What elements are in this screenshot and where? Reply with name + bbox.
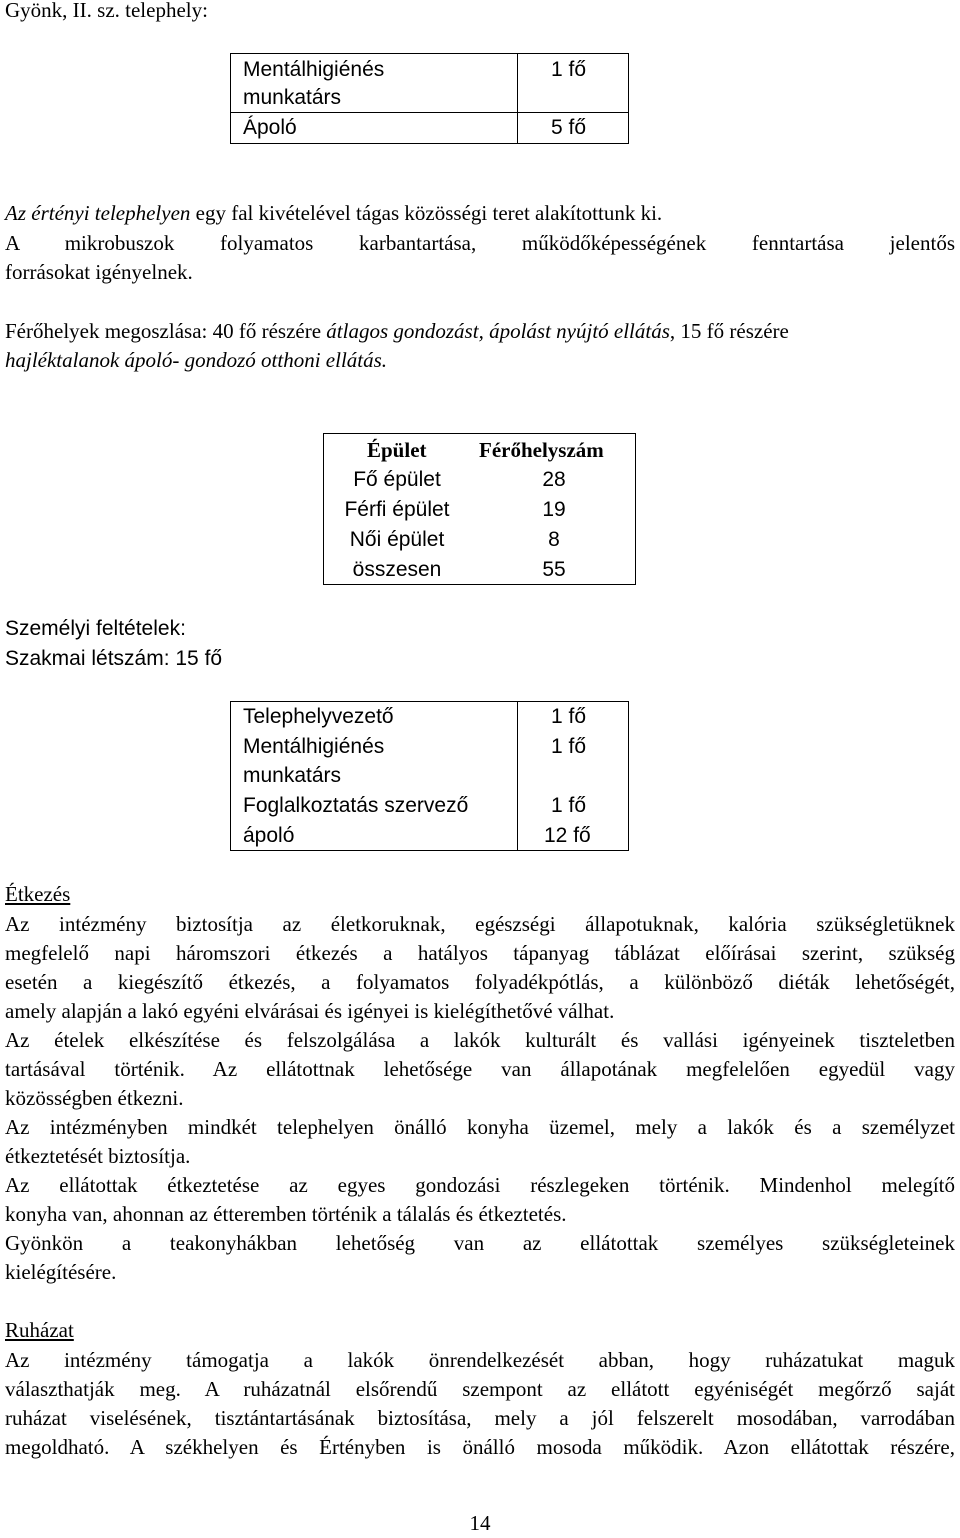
etkezes-line: Az intézményben mindkét telephelyen önálló konyha üzemel, mely a lakók és a személyzet xyxy=(5,1115,955,1139)
ferohely-line-2: hajléktalanok ápoló- gondozó otthoni ellátás. xyxy=(5,348,388,372)
etkezes-line: Gyönkön a teakonyhákban lehetőség van az ellátottak személyes szükségleteinek xyxy=(5,1231,955,1255)
ruhazat-line: választhatják meg. A ruházatnál elsőrendű szempont az ellátott egyéniségét megőrző saját xyxy=(5,1377,955,1401)
header-epulet: Épület xyxy=(367,438,427,462)
role-mental-line1: Mentálhigiénés xyxy=(243,58,385,81)
etkezes-line: közösségben étkezni. xyxy=(5,1086,184,1110)
site-heading: Gyönk, II. sz. telephely: xyxy=(5,0,208,22)
building-capacity: 19 xyxy=(542,498,566,521)
building-name: Fő épület xyxy=(353,468,441,491)
role-mental-line2: munkatárs xyxy=(243,86,342,109)
building-capacity: 28 xyxy=(542,468,566,491)
building-capacity: 8 xyxy=(548,528,560,551)
personal-title: Személyi feltételek: xyxy=(5,617,186,640)
role-apolo: Ápoló xyxy=(243,116,297,139)
building-total-value: 55 xyxy=(542,558,566,581)
page-number: 14 xyxy=(469,1511,491,1535)
role-apolo: ápoló xyxy=(243,824,295,847)
building-name: Férfi épület xyxy=(344,498,450,521)
building-total-label: összesen xyxy=(352,558,442,581)
ruhazat-heading: Ruházat xyxy=(5,1318,74,1342)
role-mental-line2: munkatárs xyxy=(243,764,342,787)
staff-count: Szakmai létszám: 15 fő xyxy=(5,647,223,670)
etkezes-line: Az ételek elkészítése és felszolgálása a lakók kulturált és vallási igényeinek tiszteletben xyxy=(5,1028,955,1052)
count-apolo: 12 fő xyxy=(544,824,591,847)
count-foglalkoztatas: 1 fő xyxy=(551,794,587,817)
role-telephelyvezeto: Telephelyvezető xyxy=(243,705,394,728)
etkezes-line: kielégítésére. xyxy=(5,1260,117,1284)
etkezes-heading: Étkezés xyxy=(5,882,71,906)
ferohely-line-1: Férőhelyek megoszlása: 40 fő részére átlagos gondozást, ápolást nyújtó ellátás, 15 fő részére xyxy=(5,319,789,343)
count-telephelyvezeto: 1 fő xyxy=(551,705,587,728)
etkezes-line: Az ellátottak étkeztetése az egyes gondozási részlegeken történik. Mindenhol melegítő xyxy=(5,1173,955,1197)
count-mental: 1 fő xyxy=(551,58,587,81)
ertenyi-line-2: A mikrobuszok folyamatos karbantartása, működőképességének fenntartása jelentős xyxy=(5,231,955,255)
etkezes-line: tartásával történik. Az ellátottnak lehetősége van állapotának megfelelően egyedül vagy xyxy=(5,1057,955,1081)
etkezes-line: Az intézmény biztosítja az életkoruknak, egészségi állapotuknak, kalória szükségletüknek xyxy=(5,912,955,936)
building-table xyxy=(323,433,636,585)
ruhazat-line: Az intézmény támogatja a lakók önrendelkezését abban, hogy ruházatukat maguk xyxy=(5,1348,955,1372)
ruhazat-line: ruházat viselésének, tisztántartásának biztosítása, mely a jól felszerelt mosodában, varrodában xyxy=(5,1406,955,1430)
count-apolo: 5 fő xyxy=(551,116,587,139)
role-foglalkoztatas: Foglalkoztatás szervező xyxy=(243,794,469,817)
ertenyi-line-1: Az értényi telephelyen egy fal kivételével tágas közösségi teret alakítottunk ki. xyxy=(5,201,663,225)
staff-table-1 xyxy=(230,53,629,144)
ruhazat-line: megoldható. A székhelyen és Értényben is önálló mosoda működik. Azon ellátottak részére, xyxy=(5,1435,955,1459)
staff-table-2 xyxy=(230,701,629,851)
etkezes-line: megfelelő napi háromszori étkezés a hatályos tápanyag táblázat előírásai szerint, szükség xyxy=(5,941,955,965)
role-mental-line1: Mentálhigiénés xyxy=(243,735,385,758)
ertenyi-line-3: forrásokat igényelnek. xyxy=(5,260,193,284)
count-mental: 1 fő xyxy=(551,735,587,758)
building-name: Női épület xyxy=(349,528,445,551)
etkezes-line: konyha van, ahonnan az étteremben történik a tálalás és étkeztetés. xyxy=(5,1202,567,1226)
etkezes-line: esetén a kiegészítő étkezés, a folyamatos folyadékpótlás, a különböző diéták lehetőségét, xyxy=(5,970,955,994)
etkezes-line: amely alapján a lakó egyéni elvárásai és igényei is kielégíthetővé válhat. xyxy=(5,999,615,1023)
etkezes-line: étkeztetését biztosítja. xyxy=(5,1144,191,1168)
header-ferohelyszam: Férőhelyszám xyxy=(479,438,604,462)
